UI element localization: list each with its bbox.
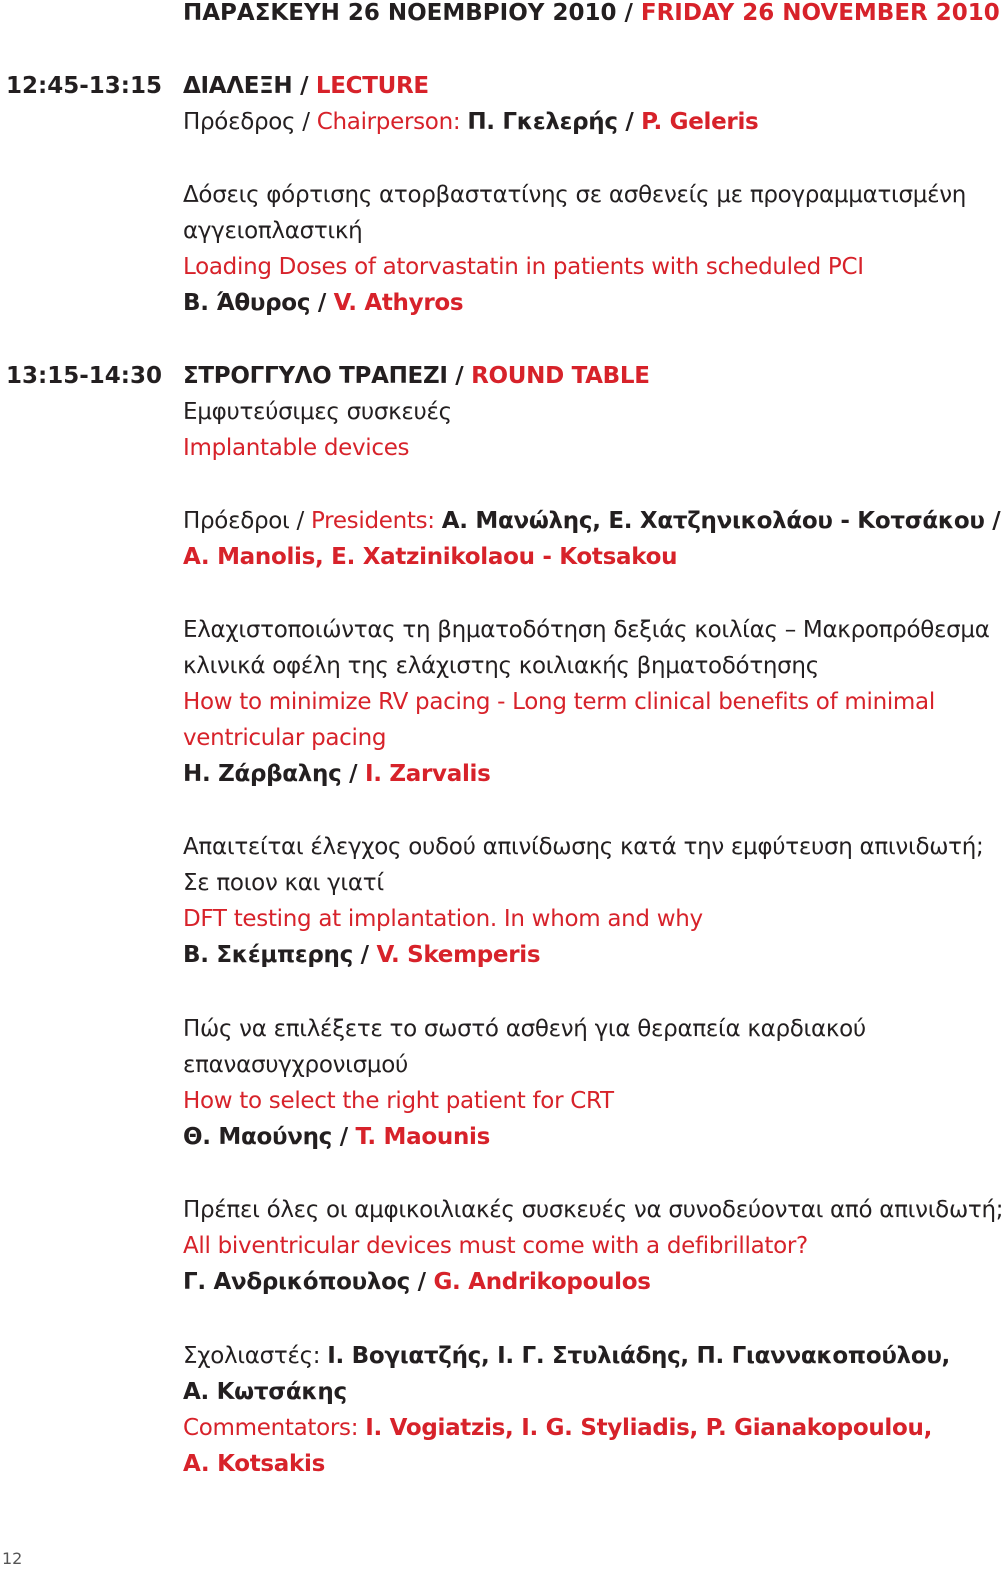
chairperson-line: Πρόεδρος / Chairperson: Π. Γκελερής / P. Geleris [183, 109, 759, 135]
chair-label-english: Chairperson: [316, 109, 461, 135]
page-header [183, 0, 1000, 26]
talk-title-greek-cont: επανασυγχρονισμού [183, 1052, 409, 1078]
speaker-english: I. Zarvalis [364, 761, 491, 787]
speaker-english: V. Skemperis [376, 942, 541, 968]
session-type-greek: ΔΙΑΛΕΞΗ [183, 73, 293, 99]
session-type-greek: ΣΤΡΟΓΓΥΛΟ ΤΡΑΠΕΖΙ [183, 363, 448, 389]
talk-title-greek: Ελαχιστοποιώντας τη βηματοδότηση δεξιάς κοιλίας – Μακροπρόθεσμα [183, 617, 990, 643]
talk-speaker: Η. Ζάρβαλης / I. Zarvalis [183, 761, 491, 787]
talk-title-greek-cont: αγγειοπλαστική [183, 218, 363, 244]
talk-title-greek: Δόσεις φόρτισης ατορβαστατίνης σε ασθενείς με προγραμματισμένη [183, 182, 967, 208]
talk-title-english-cont: ventricular pacing [183, 725, 387, 751]
presidents-english: A. Manolis, E. Xatzinikolaou - Kotsakou [183, 544, 678, 570]
talk-title-greek: Πρέπει όλες οι αμφικοιλιακές συσκευές να συνοδεύονται από απινιδωτή; [183, 1197, 1003, 1223]
speaker-greek: Θ. Μαούνης [183, 1124, 332, 1150]
session-type: ΣΤΡΟΓΓΥΛΟ ΤΡΑΠΕΖΙ / ROUND TABLE [183, 363, 650, 389]
session-type-english: ROUND TABLE [471, 363, 650, 389]
speaker-greek: Β. Σκέμπερης [183, 942, 353, 968]
commentators-label-greek: Σχολιαστές: [183, 1343, 321, 1369]
commentators-greek [183, 1342, 950, 1370]
speaker-greek: Η. Ζάρβαλης [183, 761, 342, 787]
header-english: FRIDAY 26 NOVEMBER 2010 [640, 0, 1000, 26]
commentators-names-english: I. Vogiatzis, I. G. Styliadis, P. Gianakopoulou, [365, 1415, 933, 1441]
presidents-label-english: Presidents: [311, 508, 435, 534]
chair-label-greek: Πρόεδρος [183, 109, 296, 135]
chair-name-english: P. Geleris [641, 109, 759, 135]
talk-title-english: DFT testing at implantation. In whom and why [183, 906, 703, 932]
chair-name-greek: Π. Γκελερής [467, 109, 618, 135]
commentators-names-greek: Ι. Βογιατζής, Ι. Γ. Στυλιάδης, Π. Γιαννακοπούλου, [327, 1343, 950, 1369]
commentators-names-greek-cont: Α. Κωτσάκης [183, 1379, 347, 1405]
session-type: ΔΙΑΛΕΞΗ / LECTURE [183, 73, 429, 99]
talk-title-greek: Απαιτείται έλεγχος ουδού απινίδωσης κατά την εμφύτευση απινιδωτή; [183, 834, 984, 860]
speaker-greek: Β. Άθυρος [183, 290, 311, 316]
talk-speaker: Β. Άθυρος / V. Athyros [183, 290, 464, 316]
presidents-greek: Α. Μανώλης, Ε. Χατζηνικολάου - Κοτσάκου / [441, 508, 1001, 534]
presidents-label-greek: Πρόεδροι [183, 508, 290, 534]
talk-speaker: Γ. Ανδρικόπουλος / G. Andrikopoulos [183, 1269, 651, 1295]
speaker-english: V. Athyros [333, 290, 464, 316]
session-subtitle-greek: Εμφυτεύσιμες συσκευές [183, 399, 452, 425]
speaker-greek: Γ. Ανδρικόπουλος [183, 1269, 410, 1295]
commentators-label-english: Commentators: [183, 1415, 359, 1441]
commentators-names-english-cont: A. Kotsakis [183, 1451, 325, 1477]
talk-speaker: Β. Σκέμπερης / V. Skemperis [183, 942, 541, 968]
talk-title-english: How to select the right patient for CRT [183, 1088, 614, 1114]
presidents-line: Πρόεδροι / Presidents: Α. Μανώλης, Ε. Χατζηνικολάου - Κοτσάκου / [183, 508, 1001, 534]
speaker-english: T. Maounis [355, 1124, 490, 1150]
talk-speaker: Θ. Μαούνης / T. Maounis [183, 1124, 490, 1150]
session-subtitle-english: Implantable devices [183, 435, 410, 461]
commentators-english [183, 1414, 932, 1442]
session-type-english: LECTURE [315, 73, 429, 99]
talk-title-greek-cont: κλινικά οφέλη της ελάχιστης κοιλιακής βηματοδότησης [183, 653, 819, 679]
header-greek: ΠΑΡΑΣΚΕΥΗ 26 ΝΟΕΜΒΡΙΟΥ 2010 [183, 0, 617, 26]
header-separator: / [616, 0, 641, 26]
page-number: 12 [2, 1549, 23, 1568]
talk-title-greek: Πώς να επιλέξετε το σωστό ασθενή για θεραπεία καρδιακού [183, 1016, 866, 1042]
talk-title-english: How to minimize RV pacing - Long term clinical benefits of minimal [183, 689, 935, 715]
talk-title-greek-cont: Σε ποιον και γιατί [183, 870, 384, 896]
session-time: 12:45-13:15 [6, 73, 162, 99]
session-time: 13:15-14:30 [6, 363, 162, 389]
talk-title-english: Loading Doses of atorvastatin in patients with scheduled PCI [183, 254, 864, 280]
speaker-english: G. Andrikopoulos [433, 1269, 651, 1295]
talk-title-english: All biventricular devices must come with a defibrillator? [183, 1233, 808, 1259]
